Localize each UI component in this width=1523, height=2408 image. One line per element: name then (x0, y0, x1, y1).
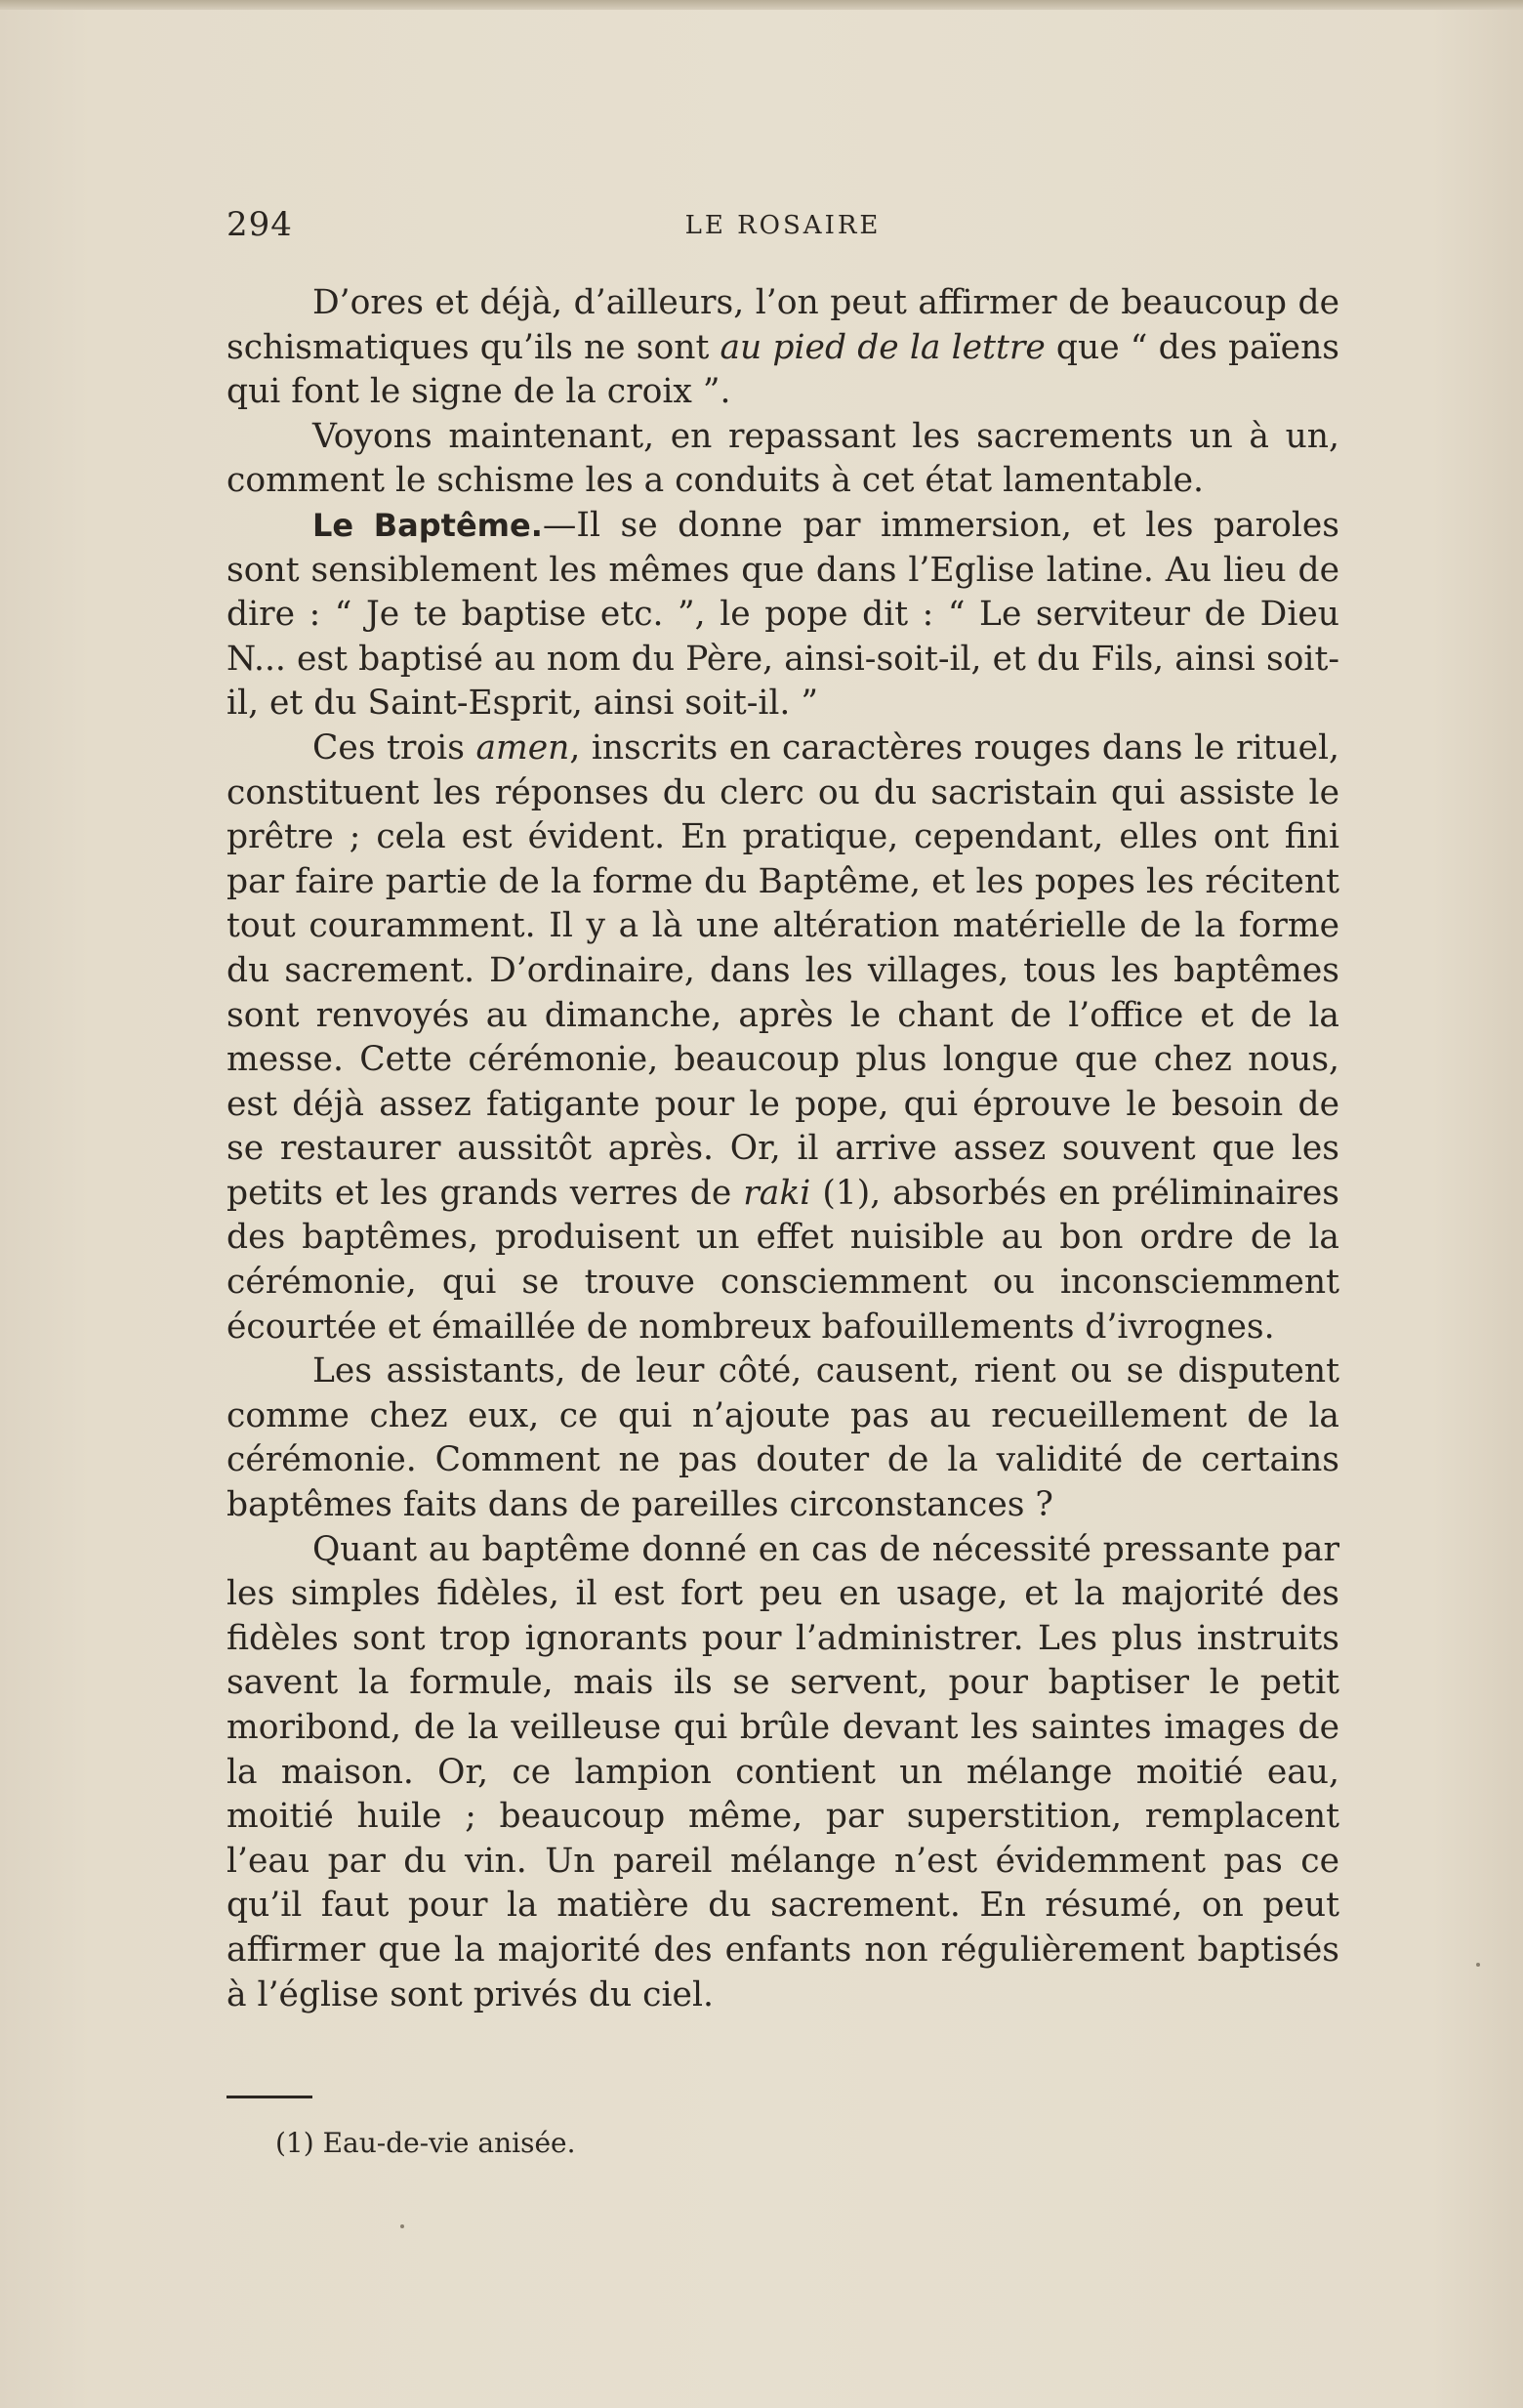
paper-speck (1476, 1963, 1480, 1967)
text-run: Les assistants, de leur côté, causent, rient ou se disputent comme chez eux, ce qui n’ajoute pas au recueillement de la cérémonie. Comment ne pas douter de la validité de certains baptêmes faits dans de pareilles circonstances ? (226, 1351, 1339, 1525)
paragraph (226, 504, 1339, 727)
section-heading: Le Baptême. (312, 506, 543, 544)
page-header (226, 205, 1339, 244)
text-run: D’ores et déjà, d’ailleurs, l’on peut affirmer de beaucoup de schismatiques qu’ils ne sont (226, 283, 1339, 367)
paper-speck (400, 2224, 404, 2228)
page-top-edge (0, 0, 1523, 10)
footnote-rule (226, 2096, 312, 2098)
paragraph (226, 727, 1339, 1349)
footnote: (1) Eau-de-vie anisée. (275, 2127, 576, 2159)
italic-phrase: au pied de la lettre (720, 327, 1046, 367)
text-run: —Il se donne par immersion, et les paroles sont sensiblement les mêmes que dans l’Eglise latine. Au lieu de dire : “ Je te baptise etc. ”, le pope dit : “ Le serviteur de Dieu N... est baptisé au nom du Père, ainsi-soit-il, et du Fils, ainsi soit-il, et du Saint-Esprit, ainsi soit-il. ” (226, 505, 1340, 724)
text-run: Voyons maintenant, en repassant les sacrements un à un, comment le schisme les a conduits à cet état lamentable. (226, 416, 1339, 501)
italic-phrase: raki (743, 1173, 811, 1213)
page-number: 294 (226, 205, 293, 244)
paragraph (226, 281, 1339, 415)
paragraph (226, 1528, 1339, 2018)
text-run: que “ des païens qui font le signe de la croix ”. (226, 327, 1339, 412)
text-run: Ces trois (312, 727, 476, 768)
text-run: (1), absorbés en préliminaires des baptêmes, produisent un effet nuisible au bon ordre de la cérémonie, qui se trouve consciemment ou inconsciemment écourtée et émaillée de nombreux bafouillements d’ivrognes. (226, 1173, 1339, 1347)
running-title: LE ROSAIRE (684, 211, 882, 240)
paragraph (226, 1349, 1339, 1527)
body-text (226, 281, 1339, 2017)
paragraph (226, 415, 1339, 504)
text-run: , inscrits en caractères rouges dans le rituel, constituent les réponses du clerc ou du sacristain qui assiste le prêtre ; cela est évident. En pratique, cependant, elles ont fini par faire partie de la forme du Baptême, et les popes les récitent tout couramment. Il y a là une altération matérielle de la forme du sacrement. D’ordinaire, dans les villages, tous les baptêmes sont renvoyés au dimanche, après le chant de l’office et de la messe. Cette cérémonie, beaucoup plus longue que chez nous, est déjà assez fatigante pour le pope, qui éprouve le besoin de se restaurer aussitôt après. Or, il arrive assez souvent que les petits et les grands verres de (226, 727, 1339, 1213)
text-run: Quant au baptême donné en cas de nécessité pressante par les simples fidèles, il est fort peu en usage, et la majorité des fidèles sont trop ignorants pour l’administrer. Les plus instruits savent la formule, mais ils se servent, pour baptiser le petit moribond, de la veilleuse qui brûle devant les saintes images de la maison. Or, ce lampion contient un mélange moitié eau, moitié huile ; beaucoup même, par superstition, remplacent l’eau par du vin. Un pareil mélange n’est évidemment pas ce qu’il faut pour la matière du sacrement. En résumé, on peut affirmer que la majorité des enfants non régulièrement baptisés à l’église sont privés du ciel. (226, 1529, 1339, 2014)
italic-phrase: amen (475, 727, 570, 768)
